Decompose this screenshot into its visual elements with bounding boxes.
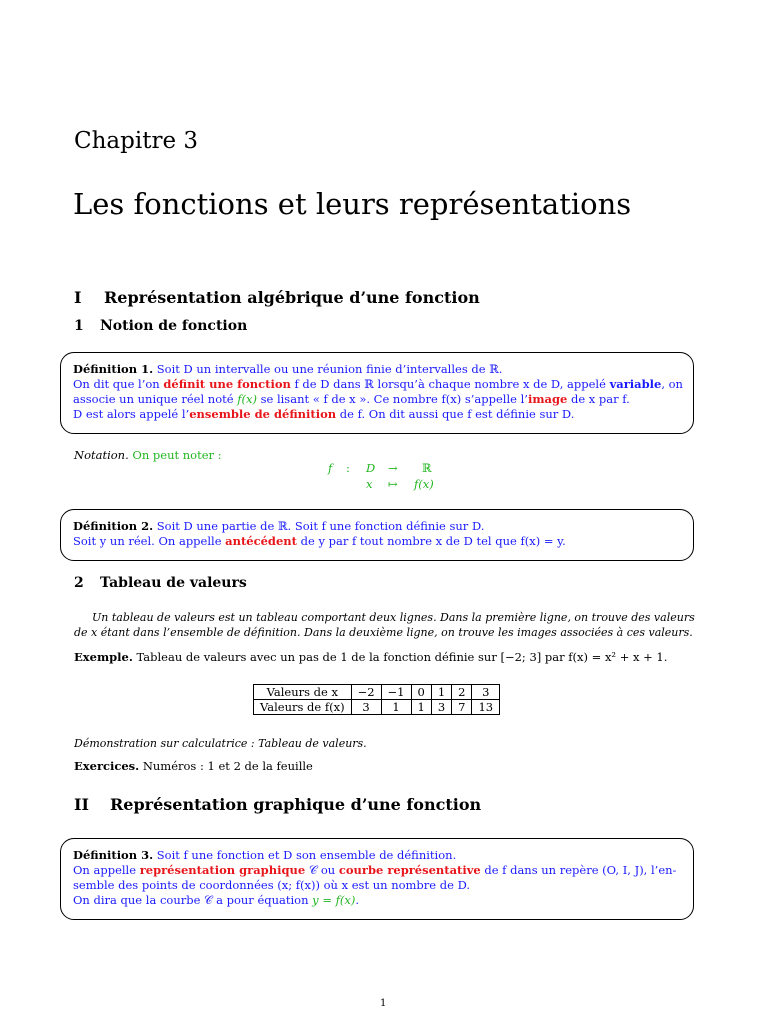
def1-line1 bbox=[73, 362, 681, 377]
subsection-number: 2 bbox=[74, 575, 84, 591]
def1-line4 bbox=[73, 407, 681, 422]
values-table bbox=[253, 684, 500, 715]
table-cell: 2 bbox=[452, 685, 472, 700]
definition-label: Définition 3. bbox=[73, 848, 154, 862]
notation-text: On peut noter : bbox=[132, 448, 222, 462]
subsection-heading-2 bbox=[74, 575, 247, 591]
subsection-title: Tableau de valeurs bbox=[100, 575, 247, 591]
tableau-intro-line: de x étant dans l’ensemble de définition. Dans la deuxième ligne, on trouve les images associées à ces valeurs. bbox=[74, 626, 693, 639]
section-number: II bbox=[74, 795, 89, 814]
def2-text: Soit y un réel. On appelle bbox=[73, 534, 226, 548]
def3-line2 bbox=[73, 863, 681, 878]
mapping-symbol: D bbox=[366, 461, 376, 475]
def1-formula: f(x) bbox=[237, 392, 257, 406]
def1-text: se lisant « f de x ». Ce nombre f(x) s’appelle l’ bbox=[256, 392, 528, 406]
def3-keyword: représentation graphique bbox=[139, 863, 306, 877]
chapter-title: Les fonctions et leurs représentations bbox=[73, 187, 632, 221]
def3-line1 bbox=[73, 848, 681, 863]
def3-text: 𝒞 ou bbox=[305, 863, 339, 877]
def1-text: de f. On dit aussi que f est définie sur D. bbox=[336, 407, 575, 421]
table-cell: 1 bbox=[411, 700, 431, 715]
def1-keyword: variable bbox=[609, 377, 662, 391]
table-cell: 13 bbox=[472, 700, 500, 715]
def2-line2 bbox=[73, 534, 681, 549]
table-cell: −1 bbox=[381, 685, 411, 700]
subsection-number: 1 bbox=[74, 318, 84, 334]
table-cell: 3 bbox=[351, 700, 381, 715]
tableau-intro bbox=[74, 610, 695, 640]
table-cell: 3 bbox=[431, 700, 451, 715]
mapping-symbol: f bbox=[328, 461, 333, 475]
def1-text: Soit D un intervalle ou une réunion finie d’intervalles de ℝ. bbox=[156, 362, 503, 376]
table-cell: 0 bbox=[411, 685, 431, 700]
page-number: 1 bbox=[380, 998, 387, 1009]
mapping-symbol: → bbox=[388, 461, 398, 475]
def1-keyword: définit une fonction bbox=[163, 377, 291, 391]
function-mapping bbox=[326, 461, 456, 493]
exercices-text: Numéros : 1 et 2 de la feuille bbox=[142, 759, 313, 773]
section-heading-1 bbox=[74, 288, 480, 307]
def1-text: On dit que l’on bbox=[73, 377, 164, 391]
section-title: Représentation graphique d’une fonction bbox=[110, 795, 482, 814]
section-title: Représentation algébrique d’une fonction bbox=[104, 288, 480, 307]
mapping-symbol: : bbox=[346, 461, 350, 475]
def3-text: Soit f une fonction et D son ensemble de définition. bbox=[156, 848, 457, 862]
def3-line4 bbox=[73, 893, 681, 908]
definition-box-3 bbox=[60, 838, 694, 920]
def2-keyword: antécédent bbox=[225, 534, 297, 548]
table-cell: −2 bbox=[351, 685, 381, 700]
table-row-label: Valeurs de f(x) bbox=[254, 700, 352, 715]
def3-formula: y = f(x) bbox=[312, 893, 356, 907]
subsection-title: Notion de fonction bbox=[100, 318, 248, 334]
demonstration-note: Démonstration sur calculatrice : Tableau de valeurs. bbox=[74, 737, 367, 750]
notation bbox=[74, 448, 222, 463]
def1-line3 bbox=[73, 392, 681, 407]
def3-keyword: courbe représentative bbox=[338, 863, 481, 877]
def1-text: D est alors appelé l’ bbox=[73, 407, 190, 421]
table-cell: 1 bbox=[381, 700, 411, 715]
chapter-label: Chapitre 3 bbox=[74, 128, 198, 154]
def1-text: , on bbox=[661, 377, 683, 391]
def1-keyword: ensemble de définition bbox=[189, 407, 337, 421]
exemple-label: Exemple. bbox=[74, 650, 133, 664]
exemple bbox=[74, 650, 667, 665]
def3-text: . bbox=[355, 893, 359, 907]
table-cell: 3 bbox=[472, 685, 500, 700]
definition-label: Définition 2. bbox=[73, 519, 154, 533]
def2-text: de y par f tout nombre x de D tel que f(x) = y. bbox=[296, 534, 566, 548]
def1-line2 bbox=[73, 377, 681, 392]
exercices bbox=[74, 759, 313, 774]
definition-label: Définition 1. bbox=[73, 362, 154, 376]
def3-line3: semble des points de coordonnées (x; f(x)) où x est un nombre de D. bbox=[73, 878, 471, 892]
exemple-text: Tableau de valeurs avec un pas de 1 de la fonction définie sur [−2; 3] par f(x) = x² + x + 1. bbox=[136, 650, 668, 664]
def2-line1 bbox=[73, 519, 681, 534]
def1-text: f de D dans ℝ lorsqu’à chaque nombre x de D, appelé bbox=[290, 377, 610, 391]
subsection-heading-1 bbox=[74, 318, 247, 334]
definition-box-1 bbox=[60, 352, 694, 434]
exercices-label: Exercices. bbox=[74, 759, 140, 773]
mapping-symbol: f(x) bbox=[414, 477, 434, 491]
def3-text: de f dans un repère (O, I, J), l’en- bbox=[480, 863, 677, 877]
section-number: I bbox=[74, 288, 82, 307]
table-cell: 1 bbox=[431, 685, 451, 700]
table-row bbox=[254, 700, 500, 715]
notation-label: Notation. bbox=[74, 448, 129, 462]
def3-text: On dira que la courbe 𝒞 a pour équation bbox=[73, 893, 313, 907]
tableau-intro-line: Un tableau de valeurs est un tableau comportant deux lignes. Dans la première ligne, on trouve des valeurs bbox=[92, 611, 695, 624]
table-cell: 7 bbox=[452, 700, 472, 715]
def2-text: Soit D une partie de ℝ. Soit f une fonction définie sur D. bbox=[156, 519, 485, 533]
def1-keyword: image bbox=[527, 392, 568, 406]
mapping-symbol: x bbox=[366, 477, 373, 491]
table-row bbox=[254, 685, 500, 700]
mapping-symbol: ℝ bbox=[422, 461, 432, 475]
def1-text: associe un unique réel noté bbox=[73, 392, 238, 406]
def1-text: de x par f. bbox=[567, 392, 630, 406]
mapping-symbol: ↦ bbox=[388, 477, 398, 491]
section-heading-2 bbox=[74, 795, 481, 814]
definition-box-2 bbox=[60, 509, 694, 561]
def3-text: On appelle bbox=[73, 863, 140, 877]
table-row-label: Valeurs de x bbox=[254, 685, 352, 700]
